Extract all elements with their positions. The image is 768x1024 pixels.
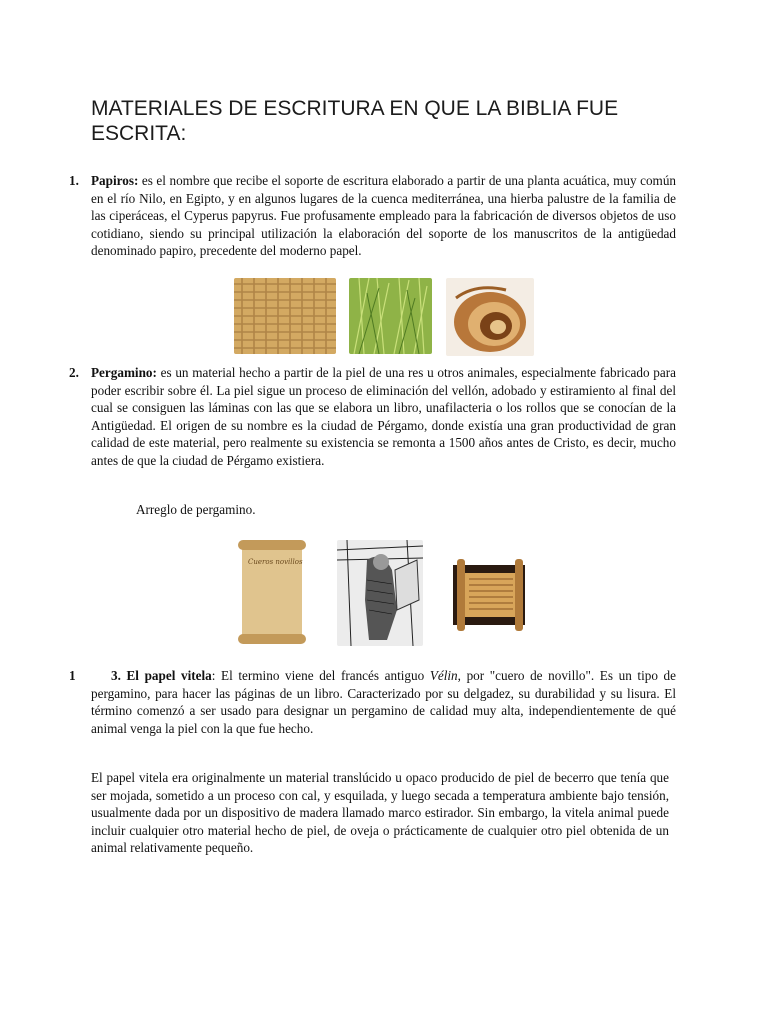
section-3-number: 3. — [111, 668, 121, 683]
section-2-body — [91, 364, 676, 470]
papyrus-sheet-image — [234, 278, 336, 354]
section-3-text-a: : El termino viene del francés antiguo — [211, 668, 430, 683]
section-1-text: es el nombre que recibe el soporte de escritura elaborado a partir de una planta acuática, muy común en el río Nilo, en Egipto, y en algunos lugares de la cuenca mediterránea, una hierba palustre de la familia de las ciperáceas, el Cyperus papyrus. Fue profusamente empleado para la fabricación de diversos objetos de uso cotidiano, siendo su principal utilización la elaboración del soporte de los manuscritos de la antigüedad denominado papiro, precedente del moderno papel. — [91, 173, 677, 259]
section-3-outer-number: 1 — [69, 668, 76, 683]
section-2-text: es un material hecho a partir de la piel de una res u otros animales, especialmente fabricado para poder escribir sobre él. La piel sigue un proceso de eliminación del vellón, adobado y estiramiento al final del cual se consiguen las láminas con las que se elabora un libro, unafilacteria o los rollos que se conocían de la Antigüedad. El origen de su nombre es la ciudad de Pérgamo, donde existía una gran productividad de gran calidad de este material, pero realmente su existencia se remonta a 1500 años antes de Cristo, es decir, mucho antes de que la ciudad de Pérgamo existiera. — [91, 365, 676, 468]
section-1-number: 1. — [69, 173, 79, 188]
papyrus-scroll-image — [446, 278, 534, 356]
section-3-text-b: , por "cuero de novillo". Es un tipo de pergamino, para hacer las páginas de un libro. Caracterizado por su delgadez, su durabilidad y su lisura. El término comenzó a ser usado para designar un pergamino de calidad muy alta, independientemente de qué animal venga la piel con la que fue hecho. — [91, 668, 676, 736]
section-2-term: Pergamino: — [91, 365, 157, 380]
section-3-paragraph-2-text: El papel vitela era originalmente un material translúcido u opaco producido de piel de becerro que tenía que ser mojada, sometido a un proceso con cal, y esquilada, y luego secada a temperatura ambiente bajo tensión, usualmente dada por un dispositivo de madera llamado marco estirador. Sin embargo, la vitela animal puede incluir cualquier otro material hecho de piel, de oveja o prácticamente de cualquier otro piel obtenida de un animal relativamente pequeño. — [91, 770, 669, 856]
section-1-term: Papiros: — [91, 173, 139, 188]
scroll-text: Cueros novillos — [248, 558, 303, 566]
section-3-term: El papel vitela — [126, 668, 212, 683]
parchment-scroll-image — [234, 538, 310, 646]
section-3-body — [91, 667, 676, 737]
section-3-italic: Vélin — [429, 668, 458, 683]
section-2-number: 2. — [69, 365, 79, 380]
page-title: MATERIALES DE ESCRITURA EN QUE LA BIBLIA FUE ESCRITA: — [91, 97, 619, 145]
papyrus-plant-image — [349, 278, 432, 354]
section-2-caption: Arreglo de pergamino. — [136, 502, 256, 517]
section-1-body — [91, 172, 676, 260]
parchment-engraving-image — [337, 540, 423, 646]
section-3-paragraph-2 — [91, 769, 669, 857]
torah-scroll-image — [447, 545, 531, 640]
